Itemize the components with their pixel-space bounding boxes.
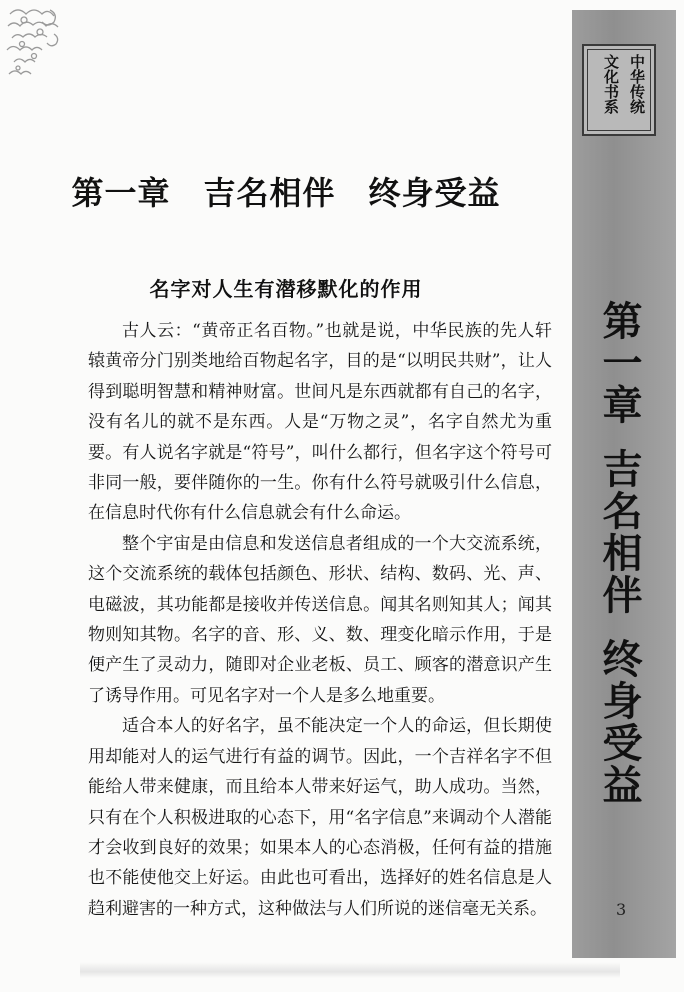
side-chapter-part2: 吉名相伴 [596,448,643,616]
chapter-title: 第一章 吉名相伴 终身受益 [71,174,501,212]
scan-shadow [80,962,620,978]
paragraph-3: 适合本人的好名字，虽不能决定一个人的命运，但长期使用却能对人的运气进行有益的调节。因此，一个吉祥名字不但能给人带来健康，而且给本人带来好运气，助人成功。当然，只有在个人积极进取的心态下，用“名字信息”来调动个人潜能才会收到良好的效果；如果本人的心态消极，任何有益的措施也不能使他交上好运。由此也可看出，选择好的姓名信息是人趋利避害的一种方式，这种做法与人们所说的迷信毫无关系。 [88,716,552,919]
series-label-col1: 中华传统 [628,54,646,114]
page-number: 3 [616,900,627,919]
side-chapter-part3: 终身受益 [596,638,643,806]
series-label-box [582,44,656,136]
side-chapter-part1: 第一章 [596,300,643,426]
series-label-col2: 文化书系 [602,54,620,114]
side-chapter-title [594,300,644,806]
body-text [88,316,552,924]
section-title: 名字对人生有潜移默化的作用 [149,277,423,301]
cloud-ornament-icon [4,4,72,82]
paragraph-1: 古人云：“黄帝正名百物。”也就是说，中华民族的先人轩辕黄帝分门别类地给百物起名字，目的是“以明民共财”，让人得到聪明智慧和精神财富。世间凡是东西就都有自己的名字，没有名儿的就不是东西。人是“万物之灵”，名字自然尤为重要。有人说名字就是“符号”，叫什么都行，但名字这个符号可非同一般，要伴随你的一生。你有什么符号就吸引什么信息，在信息时代你有什么信息就会有什么命运。 [88,321,552,524]
paragraph-2: 整个宇宙是由信息和发送信息者组成的一个大交流系统，这个交流系统的载体包括颜色、形状、结构、数码、光、声、电磁波，其功能都是接收并传送信息。闻其名则知其人；闻其物则知其物。名字的音、形、义、数、理变化暗示作用，于是便产生了灵动力，随即对企业老板、员工、顾客的潜意识产生了诱导作用。可见名字对一个人是多么地重要。 [88,533,552,706]
